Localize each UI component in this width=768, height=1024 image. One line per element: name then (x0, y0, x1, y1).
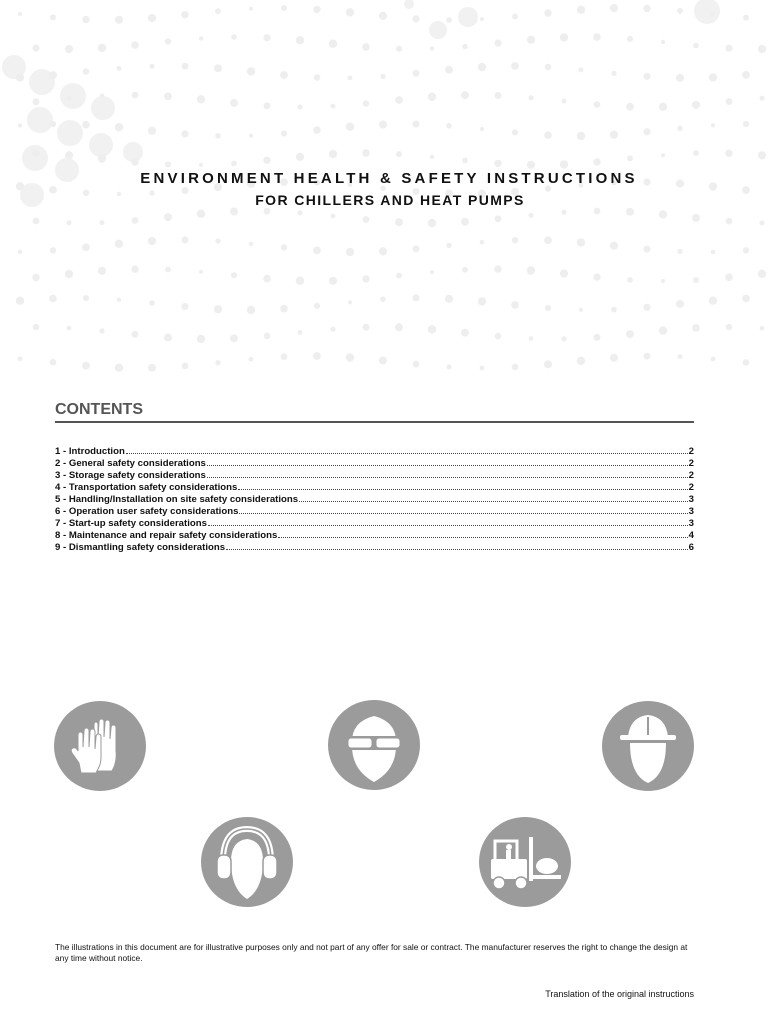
forklift-icon (479, 817, 571, 907)
toc-dot-leader (238, 481, 687, 490)
toc-entry-page: 3 (688, 506, 694, 517)
safety-goggles-icon (328, 700, 420, 790)
toc-entry-label: 8 - Maintenance and repair safety considerations (55, 530, 278, 541)
gloves-icon (54, 701, 146, 791)
toc-entry[interactable] (55, 481, 694, 493)
translation-note: Translation of the original instructions (545, 989, 694, 999)
toc-dot-leader (278, 529, 687, 538)
title-line-2: FOR CHILLERS AND HEAT PUMPS (255, 192, 525, 208)
toc-entry-label: 2 - General safety considerations (55, 458, 206, 469)
document-title (0, 170, 768, 208)
toc-entry-label: 5 - Handling/Installation on site safety considerations (55, 494, 299, 505)
toc-entry-page: 3 (688, 494, 694, 505)
toc-entry-label: 7 - Start-up safety considerations (55, 518, 207, 529)
toc-entry-page: 6 (688, 542, 694, 553)
toc-entry-page: 4 (688, 530, 694, 541)
toc-entry[interactable] (55, 529, 694, 541)
toc-dot-leader (207, 469, 688, 478)
hard-hat-icon (602, 701, 694, 791)
toc-dot-leader (226, 541, 688, 550)
title-line-1: ENVIRONMENT HEALTH & SAFETY INSTRUCTIONS (140, 170, 638, 187)
toc-entry-label: 1 - Introduction (55, 446, 125, 457)
toc-dot-leader (239, 505, 687, 514)
table-of-contents (55, 445, 694, 553)
toc-entry-label: 3 - Storage safety considerations (55, 470, 206, 481)
contents-heading: CONTENTS (55, 401, 694, 423)
toc-entry[interactable] (55, 541, 694, 553)
toc-entry-label: 6 - Operation user safety considerations (55, 506, 239, 517)
toc-dot-leader (299, 493, 688, 502)
toc-entry[interactable] (55, 493, 694, 505)
ear-protection-icon (201, 817, 293, 907)
toc-entry[interactable] (55, 457, 694, 469)
toc-entry-page: 2 (688, 446, 694, 457)
toc-dot-leader (208, 517, 688, 526)
toc-entry[interactable] (55, 517, 694, 529)
toc-dot-leader (207, 457, 688, 466)
toc-entry-page: 3 (688, 518, 694, 529)
disclaimer-text: The illustrations in this document are for illustrative purposes only and not part of any offer for sale or contract. The manufacturer reserves the right to change the design at any time without notice. (55, 942, 688, 963)
toc-entry[interactable] (55, 445, 694, 457)
toc-entry-page: 2 (688, 482, 694, 493)
toc-dot-leader (126, 445, 688, 454)
toc-entry-label: 4 - Transportation safety considerations (55, 482, 238, 493)
toc-entry-page: 2 (688, 458, 694, 469)
toc-entry-page: 2 (688, 470, 694, 481)
toc-entry[interactable] (55, 505, 694, 517)
toc-entry[interactable] (55, 469, 694, 481)
toc-entry-label: 9 - Dismantling safety considerations (55, 542, 226, 553)
